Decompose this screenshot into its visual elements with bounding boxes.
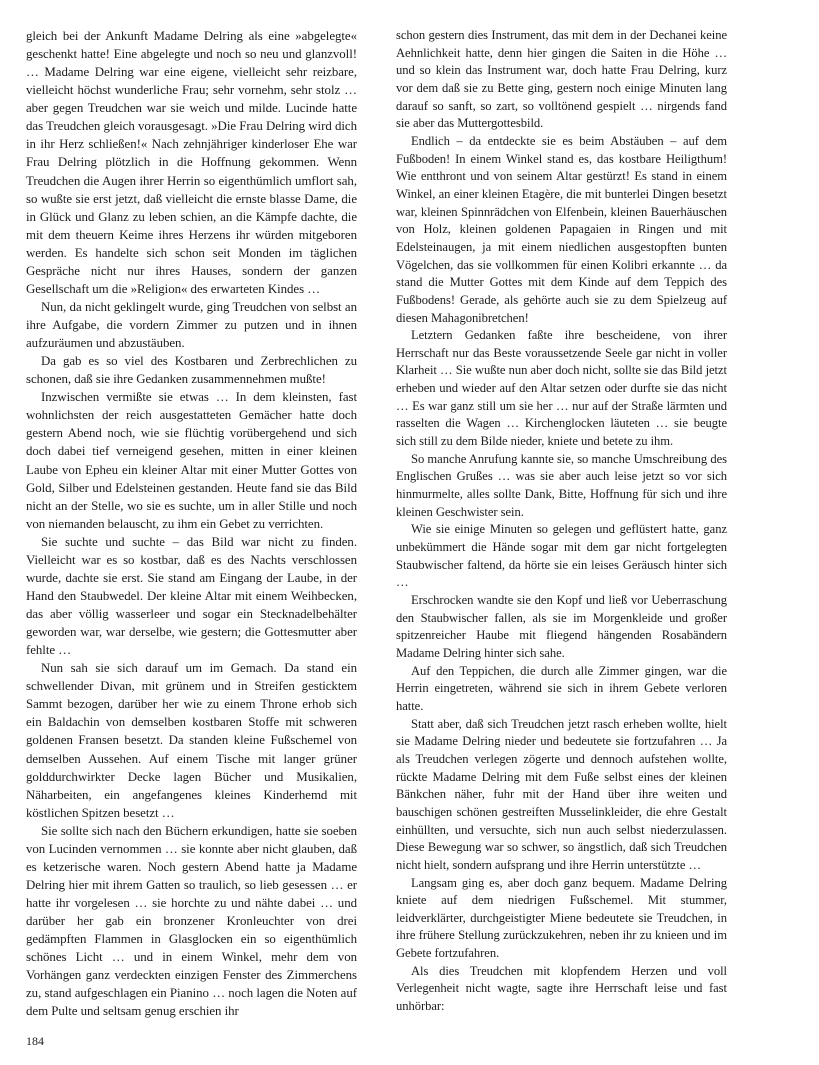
paragraph: Auf den Teppichen, die durch alle Zimmer gingen, war die Herrin eingetreten, während sie sich in ihrem Gebete verloren hatte. — [396, 663, 727, 713]
paragraph: Sie sollte sich nach den Büchern erkundigen, hatte sie soeben von Lucinden vernommen … sie konnte aber nicht glauben, daß es ketzerische waren. Noch gestern Abend hatte ja Madame Delring hier mit ihrem Gatten so traulich, so lieb gesessen … er hatte ihr vorgelesen … sie horchte zu und nähte dabei … und darüber her gab ein bronzener Kronleuchter von drei gedämpften Flammen in Glasglocken ein so eigenthümlich schönes Licht … und in einem Winkel, mehr dem von Vorhängen ganz verdeckten einzigen Fenster des Zimmerchens zu, stand aufgeschlagen ein Pianino … noch lagen die Noten auf dem Pulte und seltsam genug erschien ihr — [26, 823, 357, 1019]
paragraph: Endlich – da entdeckte sie es beim Abstäuben – auf dem Fußboden! In einem Winkel stand es, das kostbare Heiligthum! Wie entthront und von seinem Altar gestürzt! Es stand in einem Winkel, an einer kleinen Etagère, die mit bunterlei Dingen besetzt war, kleinen Spinnrädchen von Elfenbein, kleinen Bauerhäuschen von Holz, kleinen goldenen Papagaien in Ringen und mit Edelsteinaugen, ja mit einem niedlichen ausgestopften bunten Vögelchen, das sie vollkommen für einen Kolibri erkannte … da stand die Mutter Gottes mit dem Kinde auf dem Teppich des Fußbodens! Gerade, als gehörte auch sie zu dem Spielzeug auf diesen Mahagonibretchen! — [396, 133, 727, 325]
right-column — [396, 27, 727, 1016]
paragraph: Als dies Treudchen mit klopfendem Herzen und voll Verlegenheit nicht wagte, sagte ihre Herrschaft leise und fast unhörbar: — [396, 963, 727, 1014]
paragraph: Sie suchte und suchte – das Bild war nicht zu finden. Vielleicht war es so kostbar, daß es des Nachts verschlossen wurde, dachte sie erst. Sie stand am Eingang der Laube, in der Hand den Staubwedel. Der kleine Altar mit einem Weihbecken, das aber völlig wasserleer und sogar ein Stecknadelbehälter geworden war, war derselbe, wie gestern; die Gottesmutter aber fehlte … — [26, 534, 357, 658]
paragraph: Langsam ging es, aber doch ganz bequem. Madame Delring kniete auf dem niedrigen Fußschemel. Mit stummer, leidverklärter, durchgeistigter Miene bedeutete sie Treudchen, in ihre frühere Stellung zurückzukehren, neben ihr zu knieen und im Gebete fortzufahren. — [396, 875, 727, 961]
paragraph: Da gab es so viel des Kostbaren und Zerbrechlichen zu schonen, daß sie ihre Gedanken zusammennehmen mußte! — [26, 354, 357, 387]
paragraph: Inzwischen vermißte sie etwas … In dem kleinsten, fast wohnlichsten der reich ausgestatteten Gemächer hatte doch gestern Abend noch, wie sie flüchtig vorübergehend und sich doch dabei tief verneigend gesehen, mitten in einer kleinen Laube von Epheu ein kleiner Altar mit einer Mutter Gottes von Gold, Silber und Edelsteinen gestanden. Heute fand sie das Bild nicht an der Stelle, wo sie es suchte, um in aller Stille und noch von niemanden belauscht, zu ihm ein Gebet zu verrichten. — [26, 390, 357, 531]
paragraph: Nun, da nicht geklingelt wurde, ging Treudchen von selbst an ihre Aufgabe, die vordern Zimmer zu putzen und in ihnen aufzuräumen und abzustäuben. — [26, 299, 357, 351]
paragraph: So manche Anrufung kannte sie, so manche Umschreibung des Englischen Grußes … was sie aber auch leise jetzt so vor sich hinmurmelte, alles sollte Dank, Bitte, Hoffnung für sich und ihre kleinen Geschwister sein. — [396, 451, 727, 519]
paragraph: Statt aber, daß sich Treudchen jetzt rasch erheben wollte, hielt sie Madame Delring nieder und bedeutete sie fortzufahren … Ja als Treudchen verlegen zögerte und dennoch aufstehen wollte, rückte Madame Delring mit dem Fuße selbst eines der kleinen Bänkchen näher, fuhr mit der Hand über ihre weiten und bauschigen schönen gestreiften Musselinkleider, die ehre Gestalt einhüllten, und versuchte, sich nun auch selbst niederzulassen. Diese Bewegung war so schwer, so ängstlich, daß sich Treudchen nicht hielt, sondern aufsprang und ihre Herrin unterstützte … — [396, 716, 727, 872]
paragraph: Nun sah sie sich darauf um im Gemach. Da stand ein schwellender Divan, mit grünem und in Streifen gesticktem Sammt bezogen, darüber her wie zu einem Throne erhob sich ein Baldachin von demselben kostbaren Stoffe mit schweren goldenen Fransen besetzt. Da standen kleine Fußschemel von demselben Aussehen. Auf einem Tische mit langer grüner golddurchwirkter Decke lagen Bücher und Musikalien, Näharbeiten, ein angefangenes kleines Kinderhemd mit köstlichen Spitzen besetzt … — [26, 661, 357, 820]
paragraph: Letztern Gedanken faßte ihre bescheidene, von ihrer Herrschaft nur das Beste voraussetzende Seele gar nicht in voller Klarheit … Sie wußte nun aber doch nicht, sollte sie das Bild jetzt erheben und wieder auf den Altar setzen oder durfte sie das nicht … Es war ganz still um sie her … nur auf der Straße lärmten und rasselten die Wagen … Kirchenglocken läuteten … sie beugte sich still zu dem Bilde nieder, kniete und betete zu ihm. — [396, 328, 727, 449]
left-column — [26, 27, 357, 1020]
paragraph: Erschrocken wandte sie den Kopf und ließ vor Ueberraschung den Staubwischer fallen, als sie im Morgenkleide und großer spitzenreicher Haube mit fliegend hängenden Rosabändern Madame Delring hinter sich sahe. — [396, 593, 727, 660]
page-number: 184 — [26, 1034, 44, 1048]
paragraph: Wie sie einige Minuten so gelegen und geflüstert hatte, ganz unbekümmert die Hände sogar mit dem gar nicht fortgelegten Staubwischer faltend, da hörte sie ein leises Geräusch hinter sich … — [396, 522, 727, 590]
paragraph: schon gestern dies Instrument, das mit dem in der Dechanei keine Aehnlichkeit hatte, denn hier gingen die Saiten in die Höhe … und so klein das Instrument war, doch hatte Frau Delring, kurz vor dem daß sie zu Bette ging, gestern noch einige Minuten lang darauf so sanft, so zart, so volltönend gespielt … nirgends fand sie aber das Muttergottesbild. — [396, 28, 727, 131]
paragraph: gleich bei der Ankunft Madame Delring als eine »abgelegte« geschenkt hatte! Eine abgelegte und noch so neu und glanzvoll! … Madame Delring war eine eigene, vielleicht sehr reizbare, vielleicht höchst wunderliche Frau; sehr vornehm, sehr stolz … aber gegen Treudchen war sie weich und milde. Lucinde hatte das Treudchen gleich vorausgesagt. »Die Frau Delring wird dich in ihr Herz schließen!« Nach zehnjähriger kinderloser Ehe war Frau Delring plötzlich in die Hoffnung gekommen. Wenn Treudchen die Augen ihrer Herrin so eigenthümlich umflort sah, so wußte sie erst jetzt, daß vielleicht die ernste blasse Dame, die in Glück und Glanz zu leben schien, an die Kämpfe dachte, die mit dem theuern Keime ihres Herzens ihr würden mitgeboren werden. Es handelte sich schon seit Monden im täglichen Gespräche nicht nur ihres Hauses, sondern der ganzen Gesellschaft um die »Religion« des erwarteten Kindes … — [26, 29, 357, 296]
